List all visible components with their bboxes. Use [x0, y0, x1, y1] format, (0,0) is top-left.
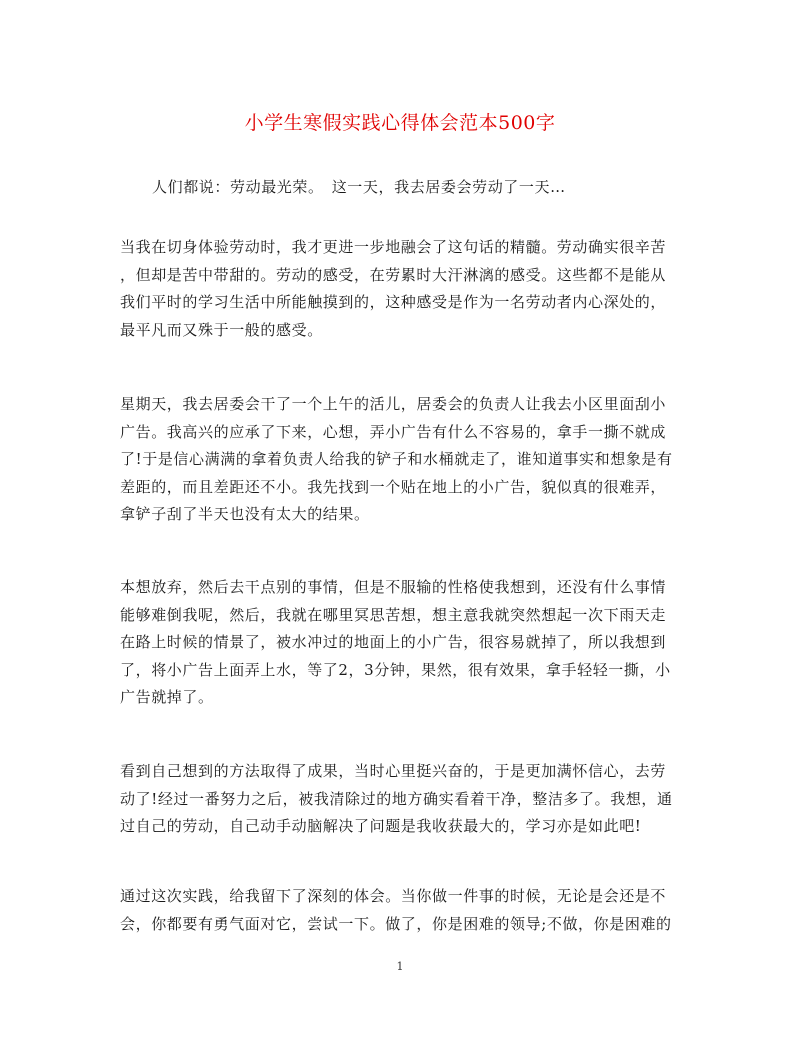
paragraph-line: ，但却是苦中带甜的。劳动的感受，在劳累时大汗淋漓的感受。这些都不是能从 — [120, 265, 667, 284]
paragraph-line: 会，你都要有勇气面对它，尝试一下。做了，你是困难的领导;不做，你是困难的 — [120, 914, 672, 933]
paragraph-line: 了，将小广告上面弄上水，等了2，3分钟，果然，很有效果，拿手轻轻一撕，小 — [120, 660, 671, 679]
paragraph-line: 看到自己想到的方法取得了成果，当时心里挺兴奋的，于是更加满怀信心，去劳 — [120, 762, 667, 780]
paragraph-1 — [120, 234, 680, 344]
paragraph-line: 拿铲子刮了半天也没有太大的结果。 — [120, 505, 370, 523]
paragraph-line: 最平凡而又殊于一般的感受。 — [120, 320, 323, 339]
paragraph-line: 当我在切身体验劳动时，我才更进一步地融会了这句话的精髓。劳动确实很辛苦 — [120, 238, 667, 256]
page-number: 1 — [396, 960, 404, 973]
document-title: 小学生寒假实践心得体会范本500字 — [244, 112, 556, 134]
paragraph-line: 能够难倒我呢，然后，我就在哪里冥思苦想，想主意我就突然想起一次下雨天走 — [120, 605, 667, 624]
paragraph-line: 广告就掉了。 — [120, 688, 214, 706]
paragraph-5 — [120, 883, 680, 938]
paragraph-line: 广告。我高兴的应承了下来，心想，弄小广告有什么不容易的，拿手一撕不就成 — [120, 422, 667, 441]
paragraph-2 — [120, 391, 680, 529]
paragraph-line: 了!于是信心满满的拿着负责人给我的铲子和水桶就走了，谁知道事实和想象是有 — [120, 450, 673, 468]
paragraph-line: 动了!经过一番努力之后，被我清除过的地方确实看着干净，整洁多了。我想，通 — [120, 789, 673, 808]
intro-paragraph — [120, 174, 680, 202]
paragraph-3 — [120, 574, 680, 712]
paragraph-line: 在路上时候的情景了，被水冲过的地面上的小广告，很容易就掉了，所以我想到 — [120, 633, 667, 651]
paragraph-line: 星期天，我去居委会干了一个上午的活儿，居委会的负责人让我去小区里面刮小 — [120, 395, 667, 413]
paragraph-line: 通过这次实践，给我留下了深刻的体会。当你做一件事的时候，无论是会还是不 — [120, 887, 667, 905]
paragraph-line: 差距的，而且差距还不小。我先找到一个贴在地上的小广告，貌似真的很难弄， — [120, 477, 667, 496]
paragraph-line: 本想放弃，然后去干点别的事情，但是不服输的性格使我想到，还没有什么事情 — [120, 578, 667, 596]
paragraph-line: 过自己的劳动，自己动手动脑解决了问题是我收获最大的，学习亦是如此吧! — [120, 817, 642, 835]
paragraph-line: 我们平时的学习生活中所能触摸到的，这种感受是作为一名劳动者内心深处的， — [120, 293, 667, 311]
intro-line: 人们都说：劳动最光荣。 这一天，我去居委会劳动了一天… — [152, 178, 566, 196]
paragraph-4 — [120, 758, 680, 841]
